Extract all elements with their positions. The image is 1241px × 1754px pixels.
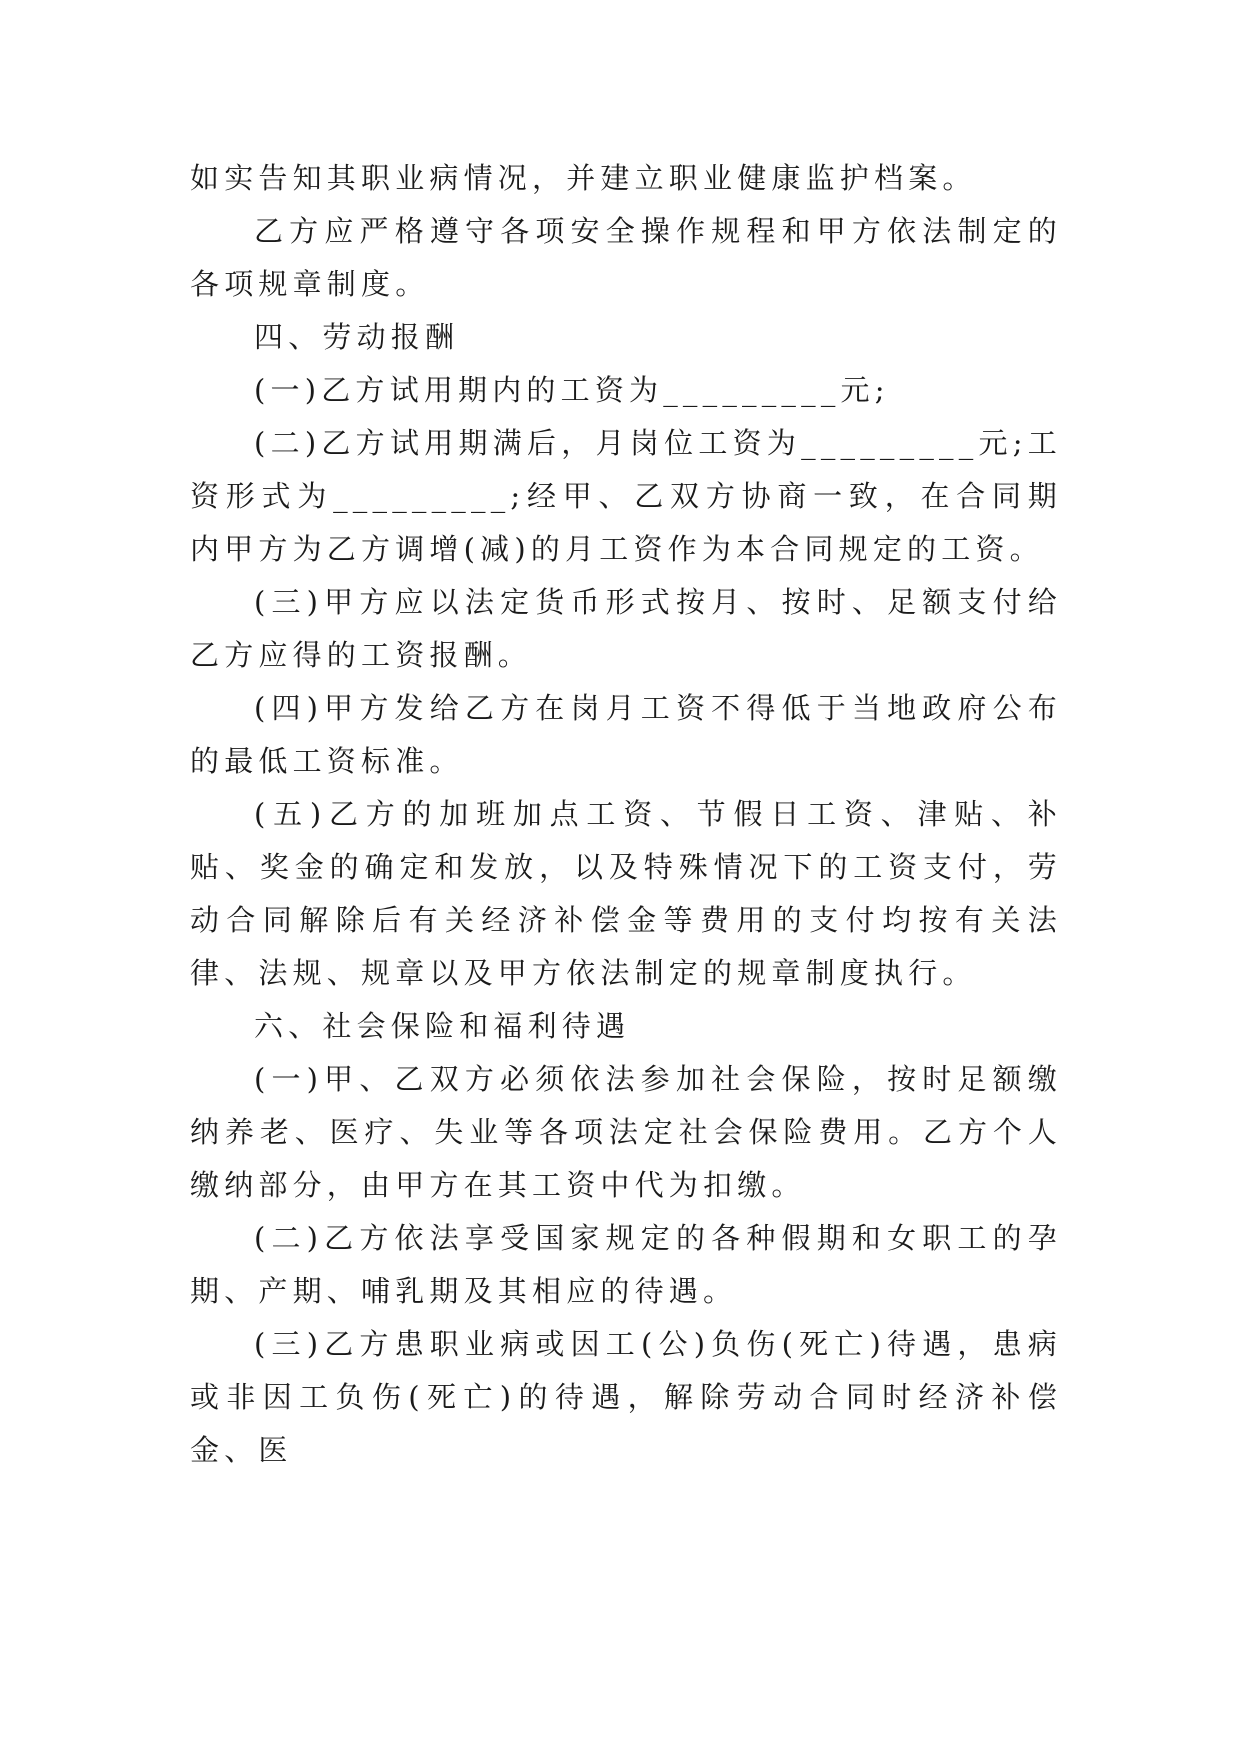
paragraph-post-probation-wage: (二)乙方试用期满后，月岗位工资为_________元;工资形式为_________;经甲、乙双方协商一致，在合同期内甲方为乙方调增(减)的月工资作为本合同规定的工资。 bbox=[190, 426, 1062, 566]
paragraph-social-insurance-contribution: (一)甲、乙双方必须依法参加社会保险，按时足额缴纳养老、医疗、失业等各项法定社会保险费用。乙方个人缴纳部分，由甲方在其工资中代为扣缴。 bbox=[190, 1062, 1062, 1202]
paragraph-wage-payment: (三)甲方应以法定货币形式按月、按时、足额支付给乙方应得的工资报酬。 bbox=[190, 585, 1062, 672]
paragraph-safety-rules: 乙方应严格遵守各项安全操作规程和甲方依法制定的各项规章制度。 bbox=[190, 214, 1062, 301]
paragraph-probation-wage: (一)乙方试用期内的工资为_________元; bbox=[254, 373, 890, 407]
paragraph-leave-benefits: (二)乙方依法享受国家规定的各种假期和女职工的孕期、产期、哺乳期及其相应的待遇。 bbox=[190, 1221, 1062, 1308]
paragraph-overtime-and-bonus: (五)乙方的加班加点工资、节假日工资、津贴、补贴、奖金的确定和发放，以及特殊情况下的工资支付，劳动合同解除后有关经济补偿金等费用的支付均按有关法律、法规、规章以及甲方依法制定的规章制度执行。 bbox=[190, 797, 1062, 990]
paragraph-injury-benefits: (三)乙方患职业病或因工(公)负伤(死亡)待遇，患病或非因工负伤(死亡)的待遇，解除劳动合同时经济补偿金、医 bbox=[190, 1327, 1062, 1467]
paragraph-continuation: 如实告知其职业病情况，并建立职业健康监护档案。 bbox=[190, 161, 977, 195]
contract-body-text bbox=[190, 152, 1062, 1477]
section-heading-labor-remuneration: 四、劳动报酬 bbox=[254, 320, 460, 354]
section-heading-social-insurance: 六、社会保险和福利待遇 bbox=[254, 1009, 631, 1043]
paragraph-minimum-wage: (四)甲方发给乙方在岗月工资不得低于当地政府公布的最低工资标准。 bbox=[190, 691, 1062, 778]
